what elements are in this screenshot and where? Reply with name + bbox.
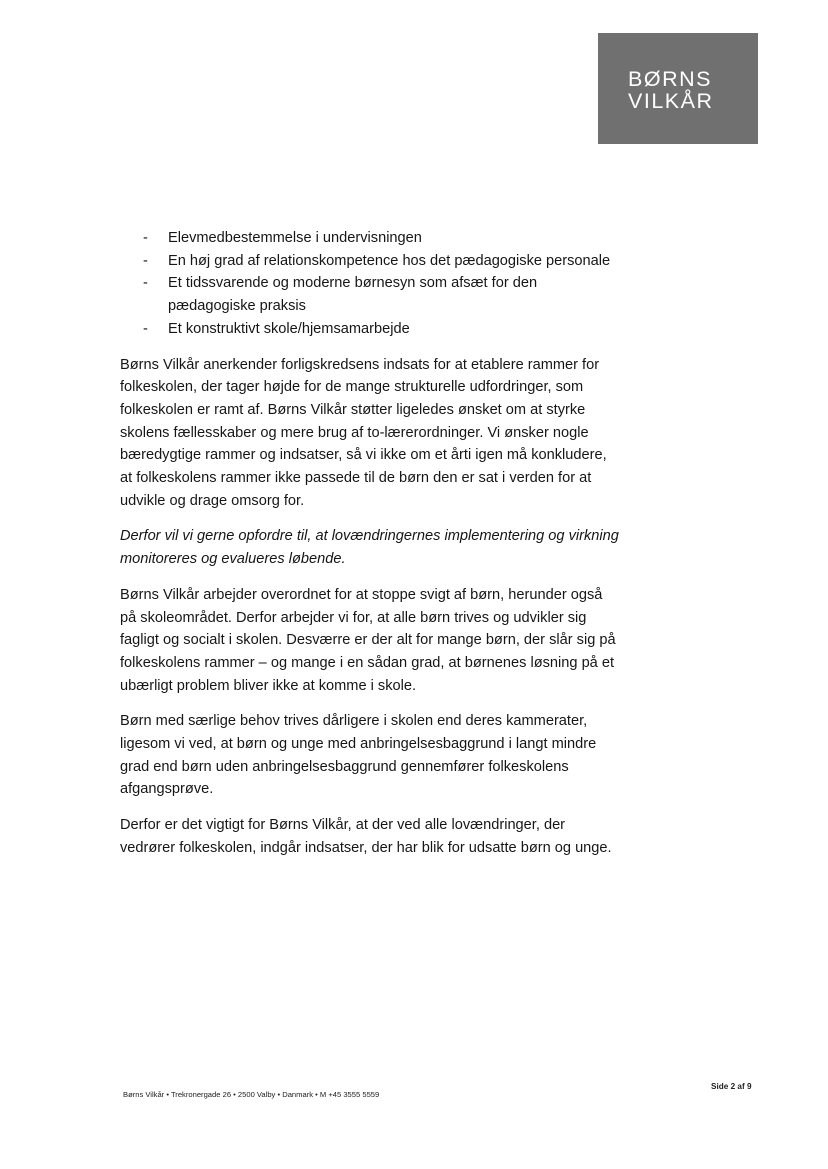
paragraph-conclusion: Derfor er det vigtigt for Børns Vilkår, at der ved alle lovændringer, der vedrører folkeskolen, indgår indsatser, der har blik for udsatte børn og unge. bbox=[120, 817, 612, 856]
bullet-item bbox=[120, 250, 620, 273]
page-number: Side 2 af 9 bbox=[711, 1082, 752, 1091]
bullet-text: Et tidssvarende og moderne børnesyn som afsæt for den pædagogiske praksis bbox=[168, 275, 538, 315]
bullet-text: Et konstruktivt skole/hjemsamarbejde bbox=[168, 320, 410, 337]
footer-address: Børns Vilkår • Trekronergade 26 • 2500 Valby • Danmark • M +45 3555 5559 bbox=[123, 1090, 380, 1099]
bullet-list bbox=[120, 227, 620, 341]
logo-line-2: VILKÅR bbox=[628, 89, 714, 113]
bullet-item bbox=[120, 318, 620, 341]
bullet-marker: - bbox=[143, 230, 148, 246]
bullet-marker: - bbox=[143, 252, 148, 269]
bullet-marker: - bbox=[143, 275, 148, 292]
bullet-marker: - bbox=[143, 320, 148, 337]
brand-logo bbox=[598, 33, 758, 144]
paragraph-acknowledgement: Børns Vilkår anerkender forligskredsens indsats for at etablere rammer for folkeskolen, der tager højde for de mange strukturelle udfordringer, som folkeskolen er ramt af. Børns Vilkår støtter ligeledes ønsket om at styrke skolens fællesskaber og mere brug af to-lærerordninger. Vi ønsker nogle bæredygtige rammer og indsatser, så vi ikke om et årti igen må konkludere, at folkeskolens rammer ikke passede til de børn den er sat i verden for at udvikle og drage omsorg for. bbox=[120, 356, 607, 509]
paragraph-mission: Børns Vilkår arbejder overordnet for at stoppe svigt af børn, herunder også på skoleområdet. Derfor arbejder vi for, at alle børn trives og udvikler sig fagligt og socialt i skolen. Desværre er der alt for mange børn, der slår sig på folkeskolens rammer – og mange i en sådan grad, at børnenes løsning på et ubærligt problem bliver ikke at komme i skole. bbox=[120, 586, 616, 694]
bullet-item bbox=[120, 227, 620, 250]
bullet-item bbox=[120, 272, 620, 317]
paragraph-recommendation: Derfor vil vi gerne opfordre til, at lovændringernes implementering og virkning monitoreres og evalueres løbende. bbox=[120, 528, 619, 568]
document-body bbox=[120, 227, 620, 873]
bullet-text: En høj grad af relationskompetence hos det pædagogiske personale bbox=[168, 252, 611, 269]
bullet-text: Elevmedbestemmelse i undervisningen bbox=[168, 230, 422, 246]
paragraph-special-needs: Børn med særlige behov trives dårligere i skolen end deres kammerater, ligesom vi ved, at børn og unge med anbringelsesbaggrund i langt mindre grad end børn uden anbringelsesbaggrund gennemfører folkeskolens afgangsprøve. bbox=[120, 713, 597, 798]
logo-wordmark bbox=[628, 68, 713, 112]
logo-line-1: BØRNS bbox=[628, 67, 712, 91]
